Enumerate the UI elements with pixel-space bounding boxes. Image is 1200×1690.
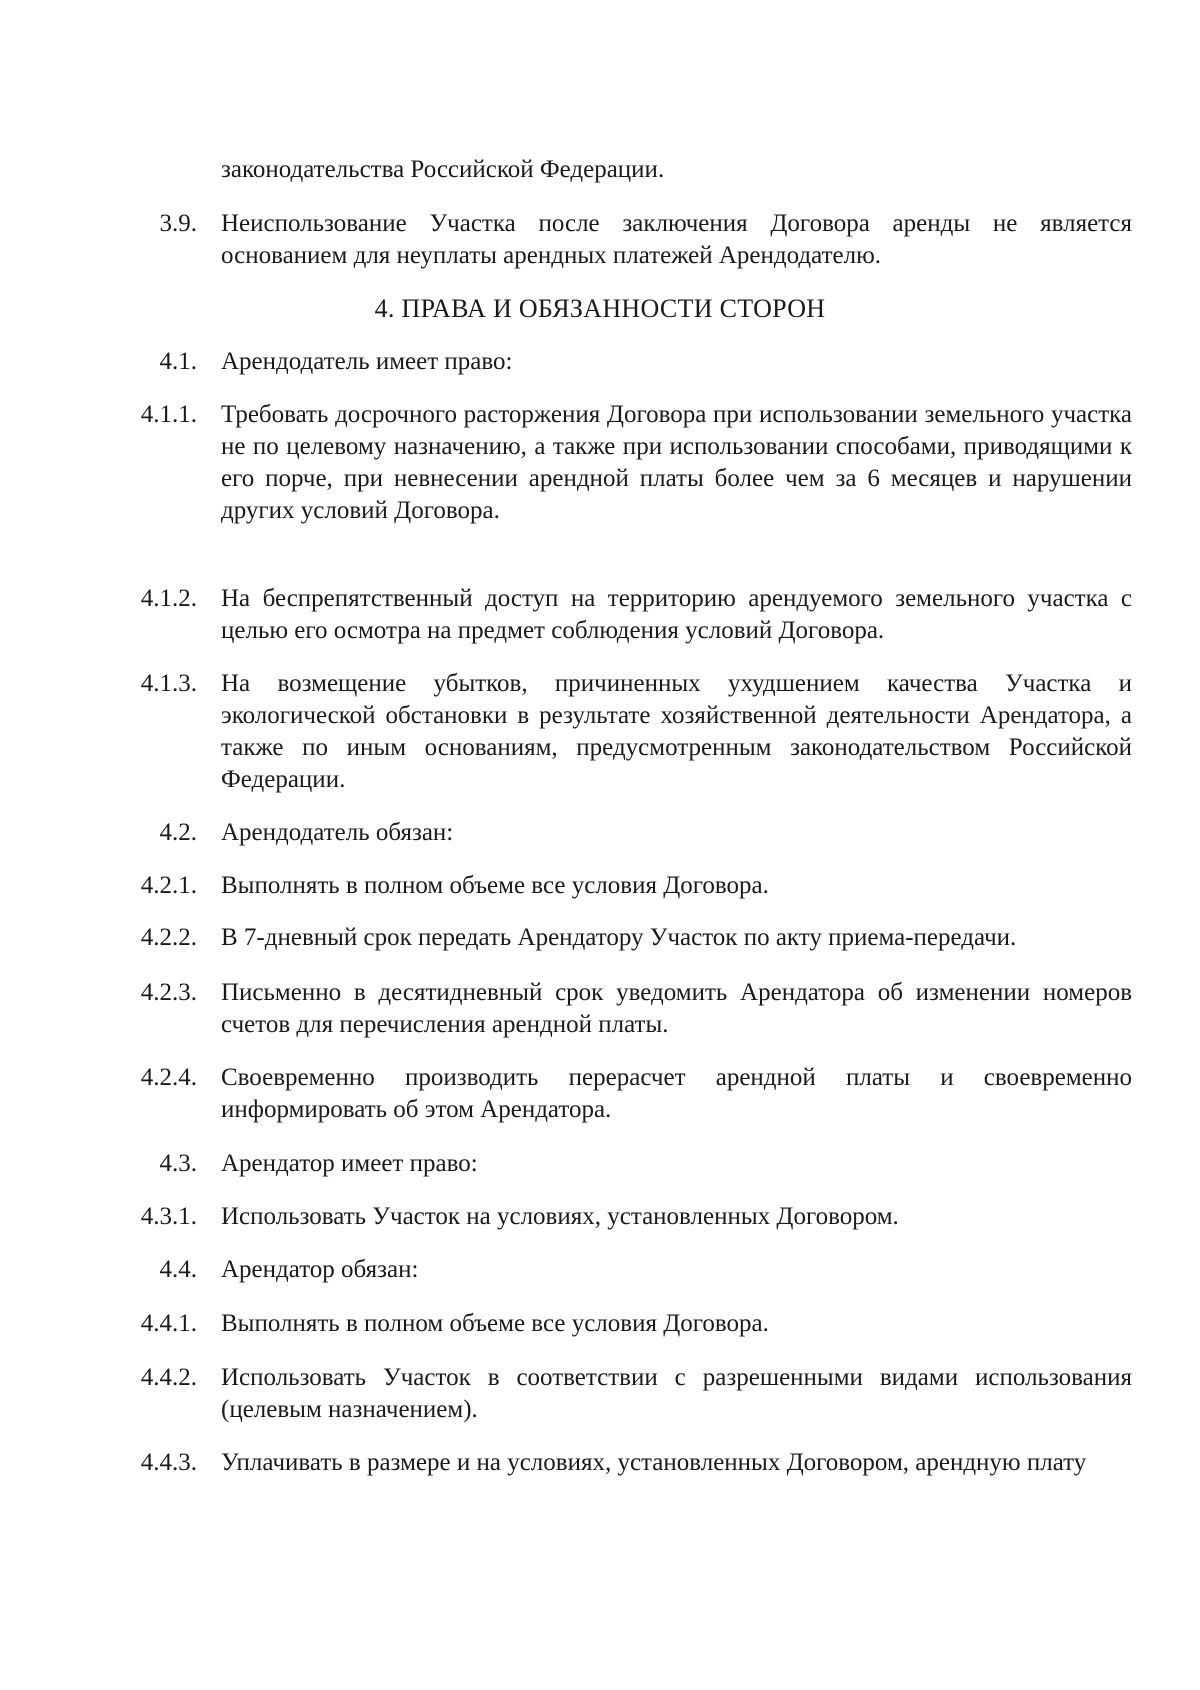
clause-text: Письменно в десятидневный срок уведомить Арендатора об изменении номеров счетов для перечисления арендной платы. [221,979,1132,1038]
paragraph-text: законодательства Российской Федерации. [221,156,665,183]
clause-number: 4.1.1. [140,401,197,428]
clause-text: В 7-дневный срок передать Арендатору Участок по акту приема-передачи. [221,924,1017,951]
clause-text: Выполнять в полном объеме все условия Договора. [221,1310,769,1337]
clause-text: Выполнять в полном объеме все условия Договора. [221,872,769,899]
clause-text: Использовать Участок на условиях, установленных Договором. [221,1203,899,1230]
clause-number: 4.1.3. [140,670,197,697]
clause-text: Неиспользование Участка после заключения Договора аренды не является основанием для неуплаты арендных платежей Арендодателю. [221,210,1132,269]
clause-text: Арендодатель имеет право: [221,348,513,375]
clause-number: 4.2.1. [140,872,197,899]
clause-number: 4.4.1. [140,1310,197,1337]
clause-number: 4.3.1. [140,1203,197,1230]
section-heading: 4. ПРАВА И ОБЯЗАННОСТИ СТОРОН [374,294,826,323]
clause-number: 4.2. [159,819,197,846]
clause-number: 4.4.3. [140,1449,197,1476]
clause-text: На беспрепятственный доступ на территорию арендуемого земельного участка с целью его осмотра на предмет соблюдения условий Договора. [221,585,1132,644]
clause-text: На возмещение убытков, причиненных ухудшением качества Участка и экологической обстановки в результате хозяйственной деятельности Арендатора, а также по иным основаниям, предусмотренным законодательством Российской Федерации. [221,670,1132,793]
clause-number: 3.9. [159,210,197,237]
clause-number: 4.2.4. [140,1064,197,1091]
clause-text: Требовать досрочного расторжения Договора при использовании земельного участка не по целевому назначению, а также при использовании способами, приводящими к его порче, при невнесении арендной платы более чем за 6 месяцев и нарушении других условий Договора. [221,401,1132,524]
clause-text: Использовать Участок в соответствии с разрешенными видами использования (целевым назначением). [221,1364,1132,1423]
clause-text: Уплачивать в размере и на условиях, установленных Договором, арендную плату [221,1449,1087,1476]
clause-number: 4.4. [159,1256,197,1283]
clause-number: 4.3. [159,1150,197,1177]
clause-text: Своевременно производить перерасчет арендной платы и своевременно информировать об этом Арендатора. [221,1064,1132,1123]
clause-number: 4.2.3. [140,979,197,1006]
clause-number: 4.1.2. [140,585,197,612]
clause-number: 4.2.2. [140,924,197,951]
clause-text: Арендодатель обязан: [221,819,454,846]
clause-text: Арендатор обязан: [221,1256,419,1283]
clause-number: 4.4.2. [140,1364,197,1391]
clause-text: Арендатор имеет право: [221,1150,478,1177]
clause-number: 4.1. [159,348,197,375]
